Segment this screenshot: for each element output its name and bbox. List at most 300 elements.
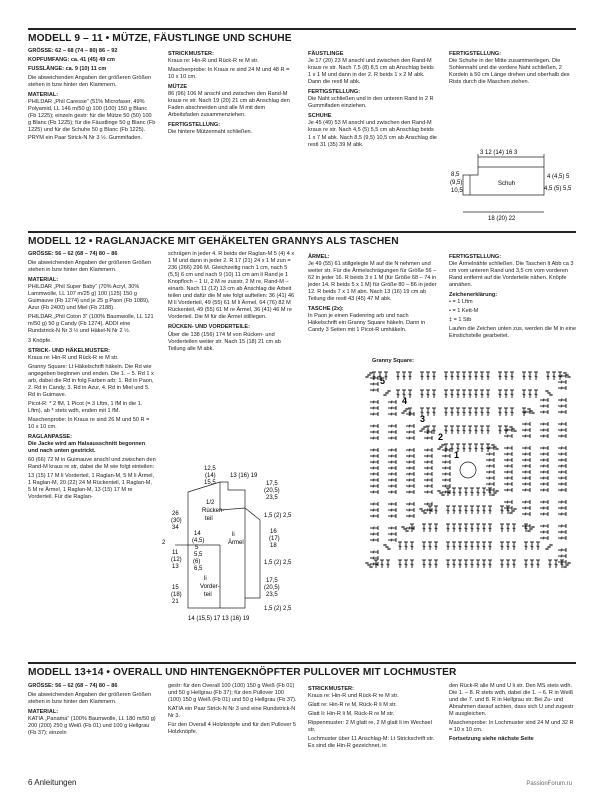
stitch-symbol — [558, 374, 566, 378]
sec2-column-4 — [449, 251, 577, 343]
paragraph: ‡ = 1 Stb — [449, 317, 472, 324]
sec3-column-2 — [168, 683, 298, 738]
stitch-symbol — [444, 426, 448, 434]
stitch-symbol — [504, 428, 512, 432]
paragraph: GRÖSSE: 56 – 62 (68 – 74) 80 – 86 — [28, 251, 118, 257]
stitch-symbol — [558, 488, 566, 492]
paragraph: KOPFUMFANG: ca. 41 (45) 49 cm — [28, 57, 115, 64]
stitch-symbol — [510, 408, 514, 416]
chain-symbol — [438, 490, 441, 492]
stitch-symbol — [432, 372, 436, 380]
stitch-symbol — [388, 436, 396, 440]
stitch-symbol — [558, 554, 566, 558]
chain-symbol — [388, 390, 391, 392]
stitch-symbol — [458, 542, 462, 550]
stitch-symbol — [396, 372, 400, 380]
stitch-symbol — [504, 488, 512, 492]
stitch-symbol — [464, 524, 468, 532]
paragraph: Die Ärmelnähte schließen. Die Taschen lt Abb ca 3 cm vom unteren Rand und 3,5 cm vom vorderen Rand entfernt auf die Vorderteile nähen. Knöpfe annähen. — [449, 261, 576, 289]
section-heading: MATERIAL: — [28, 92, 59, 99]
stitch-symbol — [522, 488, 530, 492]
jacket-right-15c: 1,5 (2) 2,5 — [264, 606, 292, 612]
chain-symbol — [386, 546, 389, 548]
stitch-symbol — [540, 476, 548, 480]
stitch-symbol — [388, 526, 396, 530]
stitch-symbol — [528, 372, 532, 380]
chain-symbol — [550, 544, 553, 546]
stitch-symbol — [558, 470, 566, 474]
stitch-symbol — [522, 476, 530, 480]
stitch-symbol — [486, 372, 490, 380]
stitch-symbol — [452, 524, 456, 532]
section-title-modell-13-14: MODELL 13+14 • OVERALL UND HINTENGEKNÖPFTER PULLOVER MIT LOCHMUSTER — [28, 662, 576, 678]
chain-symbol — [510, 426, 513, 428]
stitch-symbol — [474, 426, 478, 434]
stitch-symbol — [370, 436, 378, 440]
chain-symbol — [406, 408, 409, 410]
stitch-symbol — [468, 444, 472, 452]
stitch-symbol — [486, 458, 494, 462]
round-label: 1 — [454, 450, 460, 460]
chain-symbol — [388, 548, 391, 550]
stitch-symbol — [522, 464, 530, 468]
sec2-column-3 — [308, 251, 438, 337]
jacket-right-bot-3: 23,5 — [266, 592, 278, 598]
jacket-right-bot-2: (20,5) — [264, 585, 280, 591]
stitch-symbol — [444, 372, 448, 380]
stitch-symbol — [408, 390, 412, 398]
stitch-symbol — [388, 424, 396, 428]
stitch-symbol — [500, 560, 504, 568]
shoe-center-label: Schuh — [498, 181, 516, 187]
stitch-symbol — [558, 398, 566, 402]
stitch-symbol — [474, 372, 478, 380]
jacket-left-small-2: (12) — [171, 557, 182, 563]
page-number: 6 — [28, 778, 33, 787]
stitch-symbol — [406, 466, 414, 470]
stitch-symbol — [480, 444, 484, 452]
stitch-symbol — [468, 408, 472, 416]
section-heading: TASCHE (2x): — [308, 306, 344, 313]
stitch-symbol — [406, 454, 414, 458]
magic-ring — [460, 462, 476, 478]
paragraph: Maschenprobe: In Kraus re sind 24 M und 48 R = 10 x 10 cm. — [168, 67, 291, 81]
stitch-symbol — [536, 560, 540, 568]
stitch-symbol — [372, 372, 376, 380]
stitch-symbol — [474, 390, 478, 398]
stitch-symbol — [402, 372, 406, 380]
jacket-front-3: teil — [204, 592, 212, 598]
stitch-symbol — [464, 488, 468, 496]
section-heading: ÄRMEL: — [308, 254, 330, 260]
chain-symbol — [420, 430, 423, 432]
stitch-symbol — [370, 430, 378, 434]
chain-symbol — [424, 512, 427, 514]
sec1-column-4 — [449, 48, 577, 88]
sec1-column-1 — [28, 48, 156, 144]
stitch-symbol — [420, 372, 424, 380]
paragraph: Für den Overall 4 Holzknöpfe und für den Pullover 5 Holzknöpfe. — [168, 722, 298, 736]
section-heading: RÜCKEN- UND VORDERTEILE: — [168, 324, 250, 331]
section-heading: FERTIGSTELLUNG: — [449, 51, 502, 57]
jacket-right-mid-3: 18 — [270, 543, 277, 549]
stitch-symbol — [558, 428, 566, 432]
paragraph: Maschenprobe: In Lochmuster sind 24 M und 32 R = 10 x 10 cm. — [449, 720, 576, 734]
chain-symbol — [370, 566, 373, 568]
stitch-symbol — [486, 390, 490, 398]
stitch-symbol — [446, 506, 450, 514]
stitch-symbol — [450, 408, 454, 416]
stitch-symbol — [476, 560, 480, 568]
chain-symbol — [528, 530, 531, 532]
chain-symbol — [404, 528, 407, 530]
stitch-symbol — [388, 454, 396, 458]
jacket-front-2: Vorder- — [200, 584, 220, 590]
stitch-symbol — [504, 372, 508, 380]
stitch-symbol — [522, 422, 530, 426]
stitch-symbol — [500, 506, 504, 514]
chain-symbol — [564, 566, 567, 568]
stitch-symbol — [462, 372, 466, 380]
jacket-right-bot-1: 17,5 — [266, 578, 278, 584]
stitch-symbol — [446, 542, 450, 550]
jacket-left-small-3: 13 — [172, 564, 179, 570]
stitch-symbol — [510, 390, 514, 398]
stitch-symbol — [406, 514, 414, 518]
stitch-symbol — [406, 430, 414, 434]
stitch-symbol — [434, 524, 438, 532]
stitch-symbol — [388, 514, 396, 518]
paragraph: Fortsetzung siehe nächste Seite — [449, 736, 534, 743]
paragraph: Kraus re: Hin-R und Rück-R re M str. — [168, 58, 259, 65]
stitch-symbol — [370, 478, 378, 482]
stitch-symbol — [474, 444, 478, 452]
stitch-symbol — [482, 506, 486, 514]
paragraph: Glatt li: Hin-R li M, Rück-R re M str. — [308, 711, 395, 718]
stitch-symbol — [558, 500, 566, 504]
stitch-symbol — [500, 524, 504, 532]
stitch-symbol — [444, 408, 448, 416]
stitch-symbol — [482, 488, 486, 496]
stitch-symbol — [464, 506, 468, 514]
jacket-left-bottom-1: 15 — [172, 585, 179, 591]
chain-symbol — [512, 510, 515, 512]
stitch-symbol — [540, 530, 548, 534]
round-label: 4 — [402, 396, 408, 406]
paragraph: Die Naht schließen und in den unteren Rand in 2 R Gummifaden einziehen. — [308, 96, 436, 110]
stitch-symbol — [420, 390, 424, 398]
stitch-symbol — [510, 372, 514, 380]
stitch-symbol — [474, 408, 478, 416]
stitch-symbol — [506, 542, 510, 550]
paragraph: In Paon je einen Fadenring arb und nach Häkelschrift ein Granny Square häkeln. Dann in Candy 3 Seiten mit 1 Picot-R umhäkeln. — [308, 313, 427, 334]
stitch-symbol — [558, 434, 566, 438]
chain-symbol — [494, 492, 497, 494]
stitch-symbol — [426, 408, 430, 416]
stitch-symbol — [540, 410, 548, 414]
stitch-symbol — [540, 482, 548, 486]
stitch-symbol — [446, 560, 450, 568]
stitch-symbol — [546, 372, 550, 380]
paragraph: Je 45 (49) 53 M anschl und zwischen den Rand-M kraus re str. Nach 4,5 (5) 5,5 cm ab Anschlag beids 1 x 7 M abk. Nach 8,5 (9,5) 10,5 cm ab Anschlag die restl 31 (35) 39 M abk. — [308, 120, 439, 148]
stitch-symbol — [558, 422, 566, 426]
stitch-symbol — [498, 372, 502, 380]
jacket-left-h-3: 34 — [172, 525, 179, 531]
stitch-symbol — [388, 430, 396, 434]
stitch-symbol — [524, 560, 528, 568]
stitch-symbol — [558, 446, 566, 450]
stitch-symbol — [442, 490, 450, 494]
stitch-symbol — [370, 406, 378, 410]
stitch-symbol — [504, 464, 512, 468]
stitch-symbol — [512, 524, 516, 532]
paragraph: KATIA ein Paar Strick-N Nr 3 und eine Rundstrick-N Nr 3. — [168, 706, 297, 720]
sec3-column-3 — [308, 683, 438, 752]
stitch-symbol — [406, 478, 414, 482]
section-heading: STRICKMUSTER: — [308, 686, 354, 692]
paragraph: 60 (66) 72 M in Guimauve anschl und zwischen den Rand-M kraus re str, dabei die M wie folgt einteilen: — [28, 457, 158, 471]
stitch-symbol — [462, 408, 466, 416]
stitch-symbol — [480, 372, 484, 380]
stitch-symbol — [406, 490, 414, 494]
stitch-symbol — [458, 560, 462, 568]
jacket-right-top-3: 23,5 — [266, 495, 278, 501]
stitch-symbol — [486, 482, 494, 486]
stitch-symbol — [512, 560, 516, 568]
shoe-top-label: 3 12 (14) 16 3 — [480, 150, 518, 156]
paragraph: Lochmuster über 11 Anschlag-M: Lt Strickschrift str. Es sind die Hin-R gezeichnet, in — [308, 736, 436, 750]
stitch-symbol — [504, 470, 512, 474]
stitch-symbol — [462, 426, 466, 434]
chain-symbol — [510, 512, 513, 514]
chain-symbol — [384, 544, 387, 546]
stitch-symbol — [476, 506, 480, 514]
paragraph: Die abweichenden Angaben der größeren Größen stehen in bzw hinter den Klammern. — [28, 692, 153, 706]
stitch-symbol — [450, 390, 454, 398]
stitch-symbol — [558, 386, 566, 390]
chain-symbol — [440, 446, 443, 448]
stitch-symbol — [444, 444, 448, 452]
stitch-symbol — [388, 412, 396, 416]
paragraph: 13 (15) 17 M li Vorderteil, 1 Raglan-M, 5 M li Ärmel, 1 Raglan-M, 20 (22) 24 M Rückenteil, 1 Raglan-M, 5 M re Ärmel, 1 Raglan-M, 13 (15) 17 M re Vorderteil. Für die Raglan- — [28, 473, 156, 501]
stitch-symbol — [422, 524, 426, 532]
stitch-symbol — [488, 524, 492, 532]
stitch-symbol — [388, 508, 396, 512]
stitch-symbol — [370, 550, 378, 554]
stitch-symbol — [452, 560, 456, 568]
stitch-symbol — [558, 482, 566, 486]
stitch-symbol — [370, 502, 378, 506]
stitch-symbol — [558, 452, 566, 456]
stitch-symbol — [500, 542, 504, 550]
stitch-symbol — [398, 542, 402, 550]
chain-symbol — [370, 372, 373, 374]
stitch-symbol — [456, 426, 460, 434]
stitch-symbol — [446, 524, 450, 532]
stitch-symbol — [388, 532, 396, 536]
round-label: 3 — [420, 414, 426, 424]
stitch-symbol — [388, 472, 396, 476]
stitch-symbol — [370, 382, 378, 386]
chain-symbol — [532, 526, 535, 528]
stitch-symbol — [370, 508, 378, 512]
stitch-symbol — [432, 426, 436, 434]
stitch-symbol — [522, 372, 526, 380]
chain-symbol — [528, 408, 531, 410]
stitch-symbol — [540, 446, 548, 450]
stitch-symbol — [370, 454, 378, 458]
stitch-symbol — [540, 464, 548, 468]
stitch-symbol — [428, 542, 432, 550]
paragraph: FUSSLÄNGE: ca. 9 (10) 11 cm — [28, 66, 107, 73]
stitch-symbol — [388, 400, 396, 404]
stitch-symbol — [388, 406, 396, 410]
chain-symbol — [492, 494, 495, 496]
stitch-symbol — [442, 466, 450, 470]
shoe-bottom-label: 18 (20) 22 — [488, 216, 516, 222]
stitch-symbol — [506, 506, 510, 514]
stitch-symbol — [522, 428, 530, 432]
stitch-symbol — [486, 452, 494, 456]
stitch-symbol — [482, 542, 486, 550]
stitch-symbol — [442, 454, 450, 458]
paragraph: Glatt re: Hin-R re M, Rück-R li M str. — [308, 702, 397, 709]
stitch-symbol — [524, 524, 528, 532]
stitch-symbol — [504, 500, 512, 504]
chain-symbol — [404, 410, 407, 412]
stitch-symbol — [552, 372, 556, 380]
paragraph: PHILDAR „Phil Caresse“ (51% Microfaser, 49% Polyamid, LL 146 m/50 g) 100 (100) 150 g Blanc (Fb 1225); einzeln gestr: für die Mütze 50 (50) 100 g Blanc (Fb 1225); für die Fäustlinge 50 g Blanc (Fb 1225) und für die Schuhe 50 g Blanc (Fb 1225). PRYM ein Paar Strick-N Nr 3 ½. Gummifaden. — [28, 99, 157, 141]
stitch-symbol — [458, 488, 462, 496]
stitch-symbol — [488, 560, 492, 568]
chain-symbol — [566, 564, 569, 566]
jacket-mid2-1: 5,5 — [194, 552, 203, 558]
stitch-symbol — [424, 508, 432, 512]
stitch-symbol — [406, 472, 414, 476]
stitch-symbol — [398, 560, 402, 568]
stitch-symbol — [424, 466, 432, 470]
chain-symbol — [442, 494, 445, 496]
stitch-symbol — [558, 530, 566, 534]
stitch-symbol — [462, 444, 466, 452]
stitch-symbol — [506, 560, 510, 568]
section-heading: STRICK- UND HÄKELMUSTER: — [28, 347, 110, 354]
jacket-left-small-1: 11 — [172, 550, 179, 556]
stitch-symbol — [424, 478, 432, 482]
sec2-column-1 — [28, 251, 156, 504]
sec1-column-3 — [308, 48, 438, 151]
stitch-symbol — [558, 410, 566, 414]
chain-symbol — [406, 530, 409, 532]
jacket-back-3: teil — [205, 516, 213, 522]
jacket-left-h-1: 26 — [172, 511, 179, 517]
stitch-symbol — [426, 426, 430, 434]
stitch-symbol — [442, 484, 450, 488]
stitch-symbol — [424, 490, 432, 494]
chain-symbol — [546, 548, 549, 550]
jacket-left-h-2: (30) — [171, 518, 182, 524]
stitch-symbol — [498, 408, 502, 416]
granny-square-label: Granny Square: — [372, 358, 414, 364]
stitch-symbol — [380, 560, 384, 568]
stitch-symbol — [504, 452, 512, 456]
stitch-symbol — [468, 390, 472, 398]
jacket-mid-3: 5 — [195, 545, 199, 551]
stitch-symbol — [450, 372, 454, 380]
chain-symbol — [548, 546, 551, 548]
jacket-mid-2: (4,5) — [192, 538, 205, 544]
stitch-symbol — [424, 436, 432, 440]
stitch-symbol — [482, 560, 486, 568]
section-heading: FERTIGSTELLUNG: — [168, 122, 221, 129]
stitch-symbol — [558, 548, 566, 552]
stitch-symbol — [370, 562, 378, 566]
jacket-top-3: 15,5 — [204, 480, 216, 486]
paragraph: Die abweichenden Angaben der größeren Größen stehen in bzw hinter den Klammern. — [28, 75, 153, 89]
stitch-symbol — [558, 458, 566, 462]
paragraph: gestr: für den Overall 100 (100) 150 g Weiß (Fb 01) und 50 g Hellgrau (Fb 37); für den Pullover 100 (100) 150 g Weiß (Fb 01) und 50 g Hellgrau (Fb 37). — [168, 683, 297, 704]
paragraph: Die hintere Mützennaht schließen. — [168, 129, 253, 136]
round-label: 2 — [438, 432, 444, 442]
shoe-left-1: 8,5 — [451, 172, 460, 178]
stitch-symbol — [432, 408, 436, 416]
jacket-right-top-2: (20,5) — [264, 488, 280, 494]
paragraph: GRÖSSE: 62 – 68 (74 – 80) 86 – 92 — [28, 48, 118, 54]
section-heading: FERTIGSTELLUNG: — [449, 254, 502, 260]
stitch-symbol — [482, 524, 486, 532]
paragraph: Über die 138 (156) 174 M von Rücken- und Vorderteilen weiter str. Nach 15 (18) 21 cm ab Teilung alle M abk. — [168, 331, 283, 352]
stitch-symbol — [388, 466, 396, 470]
jacket-schematic — [160, 460, 305, 640]
chain-symbol — [386, 392, 389, 394]
stitch-symbol — [424, 448, 432, 452]
paragraph: • = 1 Lftm — [449, 299, 473, 306]
paragraph: 3 Knöpfe. — [28, 337, 52, 344]
chain-symbol — [550, 394, 553, 396]
stitch-symbol — [498, 426, 502, 434]
chain-symbol — [546, 390, 549, 392]
jacket-right-15b: 1,5 (2) 2,5 — [264, 560, 292, 566]
stitch-symbol — [486, 476, 494, 480]
jacket-front-1: li — [204, 576, 207, 582]
stitch-symbol — [458, 524, 462, 532]
stitch-symbol — [540, 470, 548, 474]
stitch-symbol — [522, 390, 526, 398]
stitch-symbol — [370, 514, 378, 518]
stitch-symbol — [370, 388, 378, 392]
stitch-symbol — [370, 460, 378, 464]
stitch-symbol — [558, 524, 566, 528]
stitch-symbol — [396, 390, 400, 398]
chain-symbol — [514, 508, 517, 510]
section-heading: MÜTZE — [168, 84, 188, 91]
stitch-symbol — [536, 542, 540, 550]
section-heading: FERTIGSTELLUNG: — [308, 89, 361, 96]
chain-symbol — [568, 376, 571, 378]
watermark: PassionForum.ru — [526, 781, 572, 787]
stitch-symbol — [406, 448, 414, 452]
stitch-symbol — [388, 538, 396, 542]
jacket-top-right: 13 (16) 19 — [230, 473, 258, 479]
stitch-symbol — [480, 426, 484, 434]
stitch-symbol — [458, 506, 462, 514]
stitch-symbol — [370, 400, 378, 404]
stitch-symbol — [434, 506, 438, 514]
stitch-symbol — [388, 484, 396, 488]
stitch-symbol — [370, 424, 378, 428]
jacket-sleeve-1: li — [232, 532, 235, 538]
stitch-symbol — [370, 466, 378, 470]
